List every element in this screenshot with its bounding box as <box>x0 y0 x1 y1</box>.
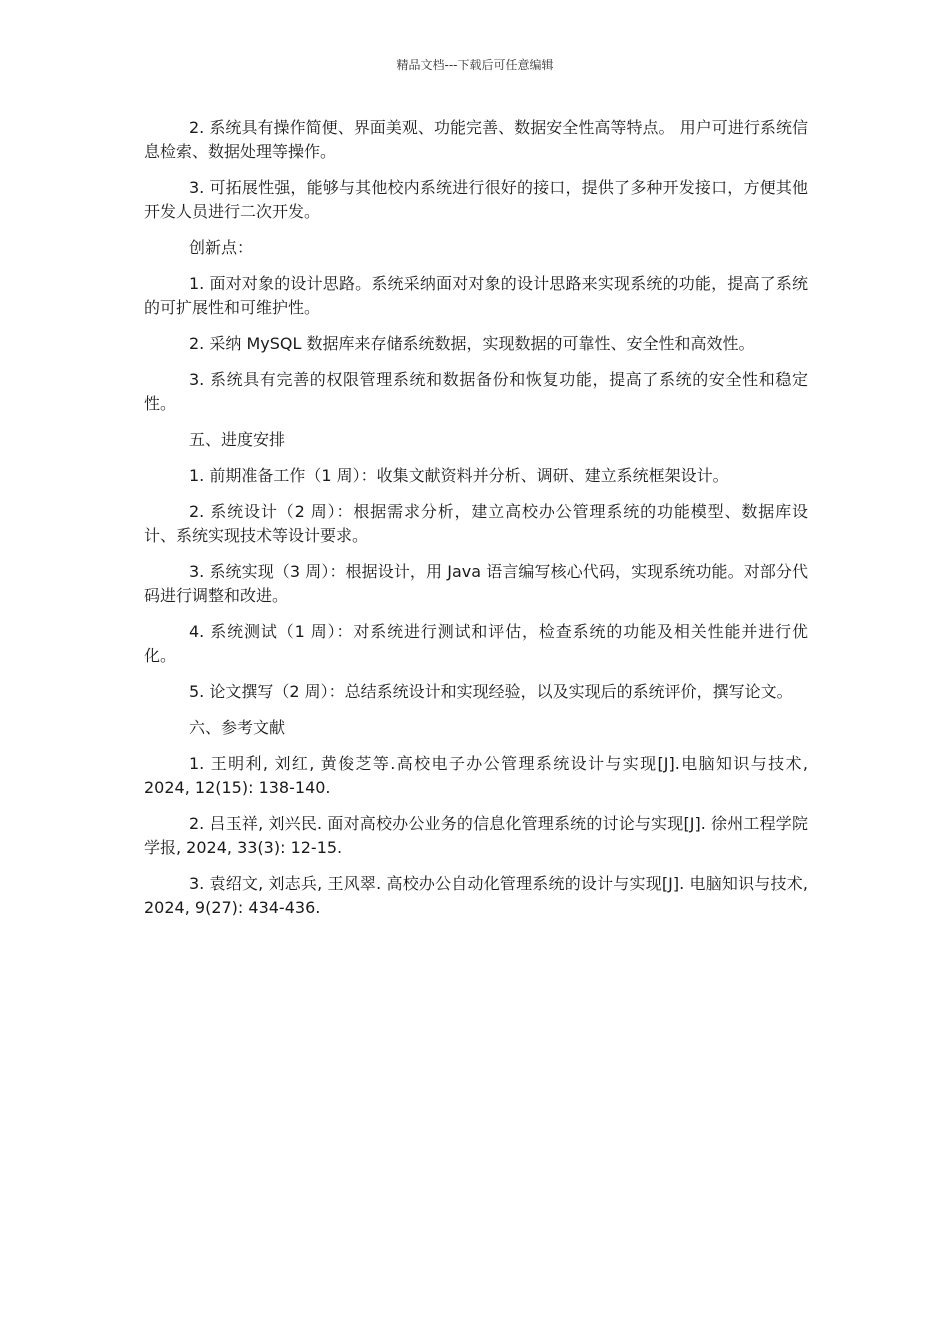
paragraph-innovation-2: 2. 采纳 MySQL 数据库来存储系统数据，实现数据的可靠性、安全性和高效性。 <box>189 334 755 353</box>
heading-innovation: 创新点： <box>189 238 254 257</box>
paragraph-feature-2: 2. 系统具有操作简便、界面美观、功能完善、数据安全性高等特点。 用户可进行系统信息检索、数据处理等操作。 <box>144 118 808 161</box>
reference-2: 2. 吕玉祥, 刘兴民. 面对高校办公业务的信息化管理系统的讨论与实现[J]. 徐州工程学院学报, 2024, 33(3): 12-15. <box>144 814 808 857</box>
paragraph-schedule-5: 5. 论文撰写（2 周）：总结系统设计和实现经验，以及实现后的系统评价，撰写论文。 <box>189 682 793 701</box>
paragraph-schedule-3: 3. 系统实现（3 周）：根据设计，用 Java 语言编写核心代码，实现系统功能。对部分代码进行调整和改进。 <box>144 562 808 605</box>
paragraph-innovation-3: 3. 系统具有完善的权限管理系统和数据备份和恢复功能，提高了系统的安全性和稳定性。 <box>144 370 808 413</box>
page-header: 精品文档---下载后可任意编辑 <box>396 58 554 72</box>
heading-schedule: 五、进度安排 <box>189 430 286 449</box>
heading-references: 六、参考文献 <box>189 718 286 737</box>
reference-1: 1. 王明利, 刘红, 黄俊芝等.高校电子办公管理系统设计与实现[J].电脑知识与技术, 2024, 12(15): 138-140. <box>144 754 808 797</box>
reference-3: 3. 袁绍文, 刘志兵, 王风翠. 高校办公自动化管理系统的设计与实现[J]. 电脑知识与技术, 2024, 9(27): 434-436. <box>144 874 808 917</box>
paragraph-schedule-2: 2. 系统设计（2 周）：根据需求分析，建立高校办公管理系统的功能模型、数据库设计、系统实现技术等设计要求。 <box>144 502 808 545</box>
document-body <box>144 116 808 932</box>
paragraph-feature-3: 3. 可拓展性强，能够与其他校内系统进行很好的接口，提供了多种开发接口，方便其他开发人员进行二次开发。 <box>144 178 808 221</box>
paragraph-schedule-4: 4. 系统测试（1 周）：对系统进行测试和评估，检查系统的功能及相关性能并进行优化。 <box>144 622 808 665</box>
paragraph-innovation-1: 1. 面对对象的设计思路。系统采纳面对对象的设计思路来实现系统的功能，提高了系统的可扩展性和可维护性。 <box>144 274 808 317</box>
paragraph-schedule-1: 1. 前期准备工作（1 周）：收集文献资料并分析、调研、建立系统框架设计。 <box>189 466 729 485</box>
